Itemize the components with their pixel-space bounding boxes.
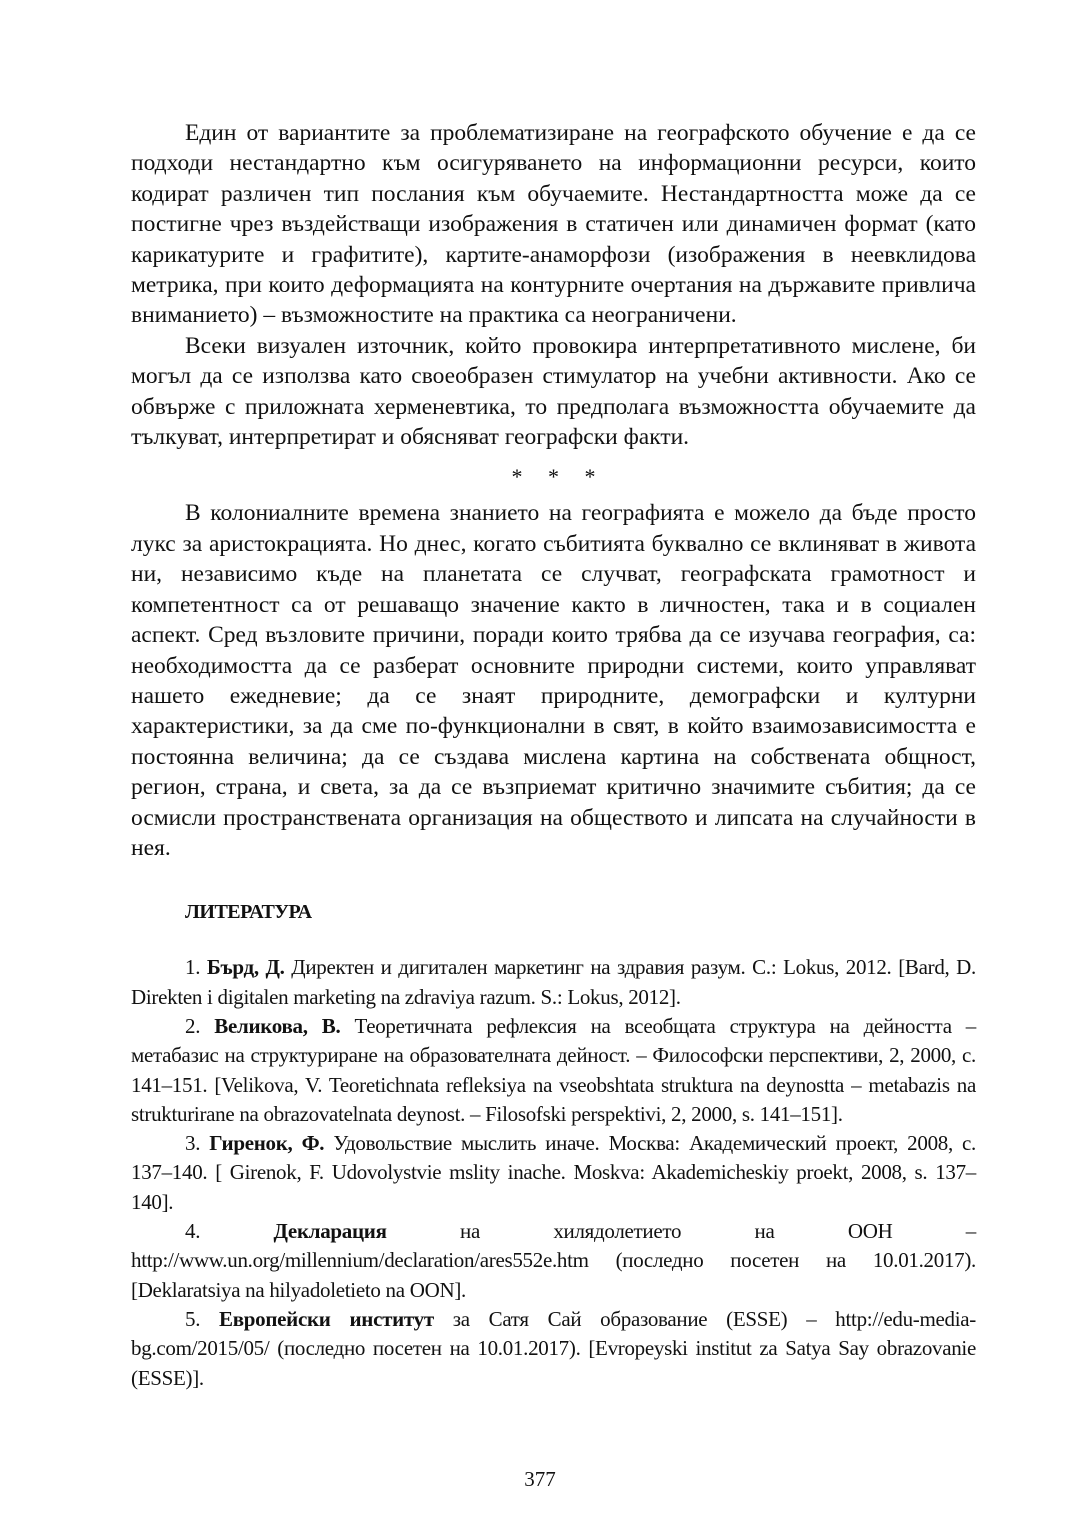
page-body [131,118,976,1393]
reference-number: 1. [185,955,201,980]
reference-number: 5. [185,1306,201,1331]
page-number: 377 [524,1467,556,1491]
reference-number: 4. [185,1219,201,1244]
reference-text: Удовольствие мыслить иначе. Москва: Академический проект, 2008, с. 137–140. [ Girenok, F. Udovolystvie mslity inache. Moskva: Akademicheskiy proekt, 2008, s. 137–140]. [131,1131,976,1214]
reference-text: за Сатя Сай образование (ESSE) – http://edu-media-bg.com/2015/05/ (последно посетен на 10.01.2017). [Evropeyski institut za Satya Say obrazovanie (ESSE)]. [131,1306,977,1390]
reference-author: Европейски институт [219,1306,434,1331]
reference-item [131,1305,976,1393]
reference-item [131,953,976,1012]
reference-number: 3. [185,1131,201,1156]
section-separator: * * * [511,464,606,490]
reference-item [131,1012,976,1129]
body-paragraph-3: В колониалните времена знанието на географията е можело да бъде просто лукс за аристокрацията. Но днес, когато събитията буквално се вклиняват в живота ни, независимо къде на планетата се случват, географската грамотност и компетентност са от решаващо значение както в личностен, така и в социален аспект. Сред възловите причини, поради които трябва да се изучава география, са: необходимостта да се разберат основните природни системи, които управляват нашето ежедневие; да се знаят природните, демографски и културни характеристики, за да сме по-функционални в свят, в който взаимозависимостта е постоянна величина; да се създава мислена картина на собствената общност, регион, страна, и света, за да се възприемат критично значимите събития; да се осмисли пространствената организация на обществото и липсата на случайности в нея. [131,500,976,861]
reference-number: 2. [185,1013,201,1038]
reference-item [131,1217,976,1305]
references-list [131,953,976,1392]
body-paragraph-2: Всеки визуален източник, който провокира интерпретативното мислене, би могъл да се използва като своеобразен стимулатор на учебни активности. Ако се обвърже с приложната херменевтика, то предполага възможността обучаемите да тълкуват, интерпретират и обясняват географски факти. [131,332,976,451]
reference-author: Гиренок, Ф. [209,1131,325,1156]
body-paragraph-1: Един от вариантите за проблематизиране на географското обучение е да се подходи нестандартно към осигуряването на информационни ресурси, които кодират различен тип послания към обучаемите. Нестандартността може да се постигне чрез въздействащи изображения в статичен или динамичен формат (като карикатурите и графитите), картите-анаморфози (изображения в неевклидова метрика, при които деформацията на контурните очертания на държавите привлича вниманието) – възможностите на практика са неограничени. [131,120,976,329]
reference-text: на хилядолетието на ООН – http://www.un.org/millennium/declaration/ares552e.htm (последно посетен на 10.01.2017). [Deklaratsiya na hilyadoletieto na OON]. [131,1219,976,1302]
reference-author: Декларация [273,1219,387,1244]
reference-text: Теоретичната рефлексия на всеобщата структура на дейността – метабазис на структуриране на образователната дейност. – Философски перспективи, 2, 2000, с. 141–151. [Velikova, V. Teoretichnata refleksiya na vseobshtata struktura na deynostta – metabazis na strukturirane na obrazovatelnata deynost. – Filosofski perspektivi, 2, 2000, s. 141–151]. [131,1013,976,1126]
literature-heading: ЛИТЕРАТУРА [185,901,312,924]
reference-author: Великова, В. [214,1013,341,1038]
reference-text: Директен и дигитален маркетинг на здравия разум. С.: Lokus, 2012. [Bard, D. Direkten i digitalen marketing na zdraviya razum. S.: Lokus, 2012]. [131,955,977,1009]
reference-author: Бърд, Д. [206,955,285,980]
reference-item [131,1129,976,1217]
